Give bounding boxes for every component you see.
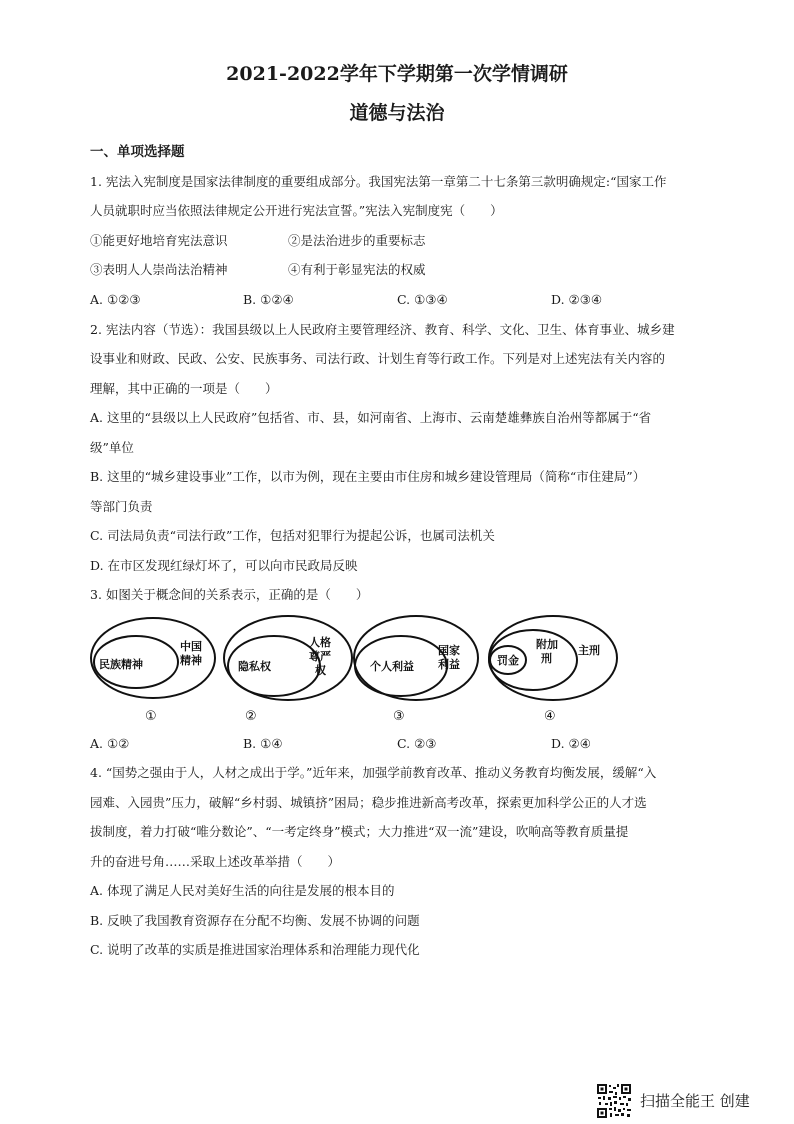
- diagram1-outer-label-2: 精神: [180, 654, 202, 667]
- diagram4-inner-label: 罚金: [497, 654, 519, 667]
- q1-statement-1: ①能更好地培育宪法意识: [90, 233, 228, 248]
- q3-stem: 3. 如图关于概念间的关系表示，正确的是（ ）: [90, 587, 369, 602]
- q2-stem-line3: 理解，其中正确的一项是（ ）: [90, 381, 278, 396]
- section-heading: 一、单项选择题: [90, 144, 185, 160]
- q4-stem-line1: 4. “国势之强由于人，人材之成出于学。”近年来，加强学前教育改革、推动义务教育均衡发展，缓解“入: [90, 765, 657, 780]
- q2-option-b-line1: B. 这里的“城乡建设事业”工作，以市为例，现在主要由市住房和城乡建设管理局（简称“市住建局”）: [90, 469, 646, 484]
- q2-option-a-line1: A. 这里的“县级以上人民政府”包括省、市、县，如河南省、上海市、云南楚雄彝族自治州等都属于“省: [90, 410, 652, 425]
- q4-option-b: B. 反映了我国教育资源存在分配不均衡、发展不协调的问题: [90, 913, 420, 928]
- q4-option-a: A. 体现了满足人民对美好生活的向往是发展的根本目的: [90, 883, 395, 898]
- q3-concept-diagrams: [88, 610, 728, 730]
- q1-statement-2: ②是法治进步的重要标志: [288, 233, 426, 248]
- scanner-brand-label: 扫描全能王 创建: [640, 1092, 750, 1110]
- q2-stem-line1: 2. 宪法内容（节选）：我国县级以上人民政府主要管理经济、教育、科学、文化、卫生、体育事业、城乡建: [90, 322, 675, 337]
- diagram4-middle-label-2: 刑: [541, 652, 552, 665]
- q2-stem-line2: 设事业和财政、民政、公安、民族事务、司法行政、计划生育等行政工作。下列是对上述宪法有关内容的: [90, 351, 666, 366]
- q1-statement-3: ③表明人人崇尚法治精神: [90, 262, 228, 277]
- q1-option-b: B. ①②④: [243, 292, 294, 307]
- q4-option-c: C. 说明了改革的实质是推进国家治理体系和治理能力现代化: [90, 942, 420, 957]
- diagram4-number: ④: [544, 709, 556, 724]
- q2-option-c: C. 司法局负责“司法行政”工作，包括对犯罪行为提起公诉，也属司法机关: [90, 528, 495, 543]
- exam-title: 2021-2022学年下学期第一次学情调研: [226, 63, 568, 85]
- qr-code-icon: [596, 1083, 632, 1119]
- q2-option-d: D. 在市区发现红绿灯坏了，可以向市民政局反映: [90, 558, 358, 573]
- diagram2-outer-label-1: 人格: [309, 636, 331, 649]
- diagram3-number: ③: [393, 709, 405, 724]
- diagram3-outer-label-2: 利益: [438, 658, 460, 671]
- diagram3-outer-label-1: 国家: [438, 644, 460, 657]
- q1-option-a: A. ①②③: [90, 292, 141, 307]
- diagram1-inner-label: 民族精神: [99, 658, 143, 671]
- diagram1-outer-label-1: 中国: [180, 640, 202, 653]
- q1-stem-line1: 1. 宪法入宪制度是国家法律制度的重要组成部分。我国宪法第一章第二十七条第三款明确规定:“国家工作: [90, 174, 667, 189]
- diagram2-inner-label: 隐私权: [238, 660, 271, 673]
- q2-option-b-line2: 等部门负责: [90, 499, 153, 514]
- diagram2-number: ②: [245, 709, 257, 724]
- q2-option-a-line2: 级”单位: [90, 440, 134, 455]
- q4-stem-line4: 升的奋进号角……采取上述改革举措（ ）: [90, 854, 341, 869]
- q1-option-d: D. ②③④: [551, 292, 603, 307]
- q1-stem-line2: 人员就职时应当依照法律规定公开进行宪法宣誓。”宪法入宪制度宪（ ）: [90, 203, 503, 218]
- q1-statement-4: ④有利于彰显宪法的权威: [288, 262, 426, 277]
- diagram2-outer-label-2: 尊严: [309, 650, 331, 663]
- diagram2-outer-label-3: 权: [315, 664, 326, 677]
- diagram3-inner-label: 个人利益: [370, 660, 414, 673]
- diagram1-number: ①: [145, 709, 157, 724]
- diagram4-outer-label: 主刑: [578, 644, 600, 657]
- q4-stem-line3: 拔制度，着力打破“唯分数论”、“一考定终身”模式；大力推进“双一流”建设，吹响高等教育质量提: [90, 824, 629, 839]
- q3-option-d: D. ②④: [551, 736, 591, 751]
- q3-option-b: B. ①④: [243, 736, 283, 751]
- subject-title: 道德与法治: [349, 102, 445, 124]
- diagram4-middle-label-1: 附加: [536, 638, 558, 651]
- q1-option-c: C. ①③④: [397, 292, 448, 307]
- q4-stem-line2: 园难、入园贵”压力，破解“乡村弱、城镇挤”困局；稳步推进新高考改革，探索更加科学公正的人才选: [90, 795, 647, 810]
- q3-option-c: C. ②③: [397, 736, 437, 751]
- q3-option-a: A. ①②: [90, 736, 130, 751]
